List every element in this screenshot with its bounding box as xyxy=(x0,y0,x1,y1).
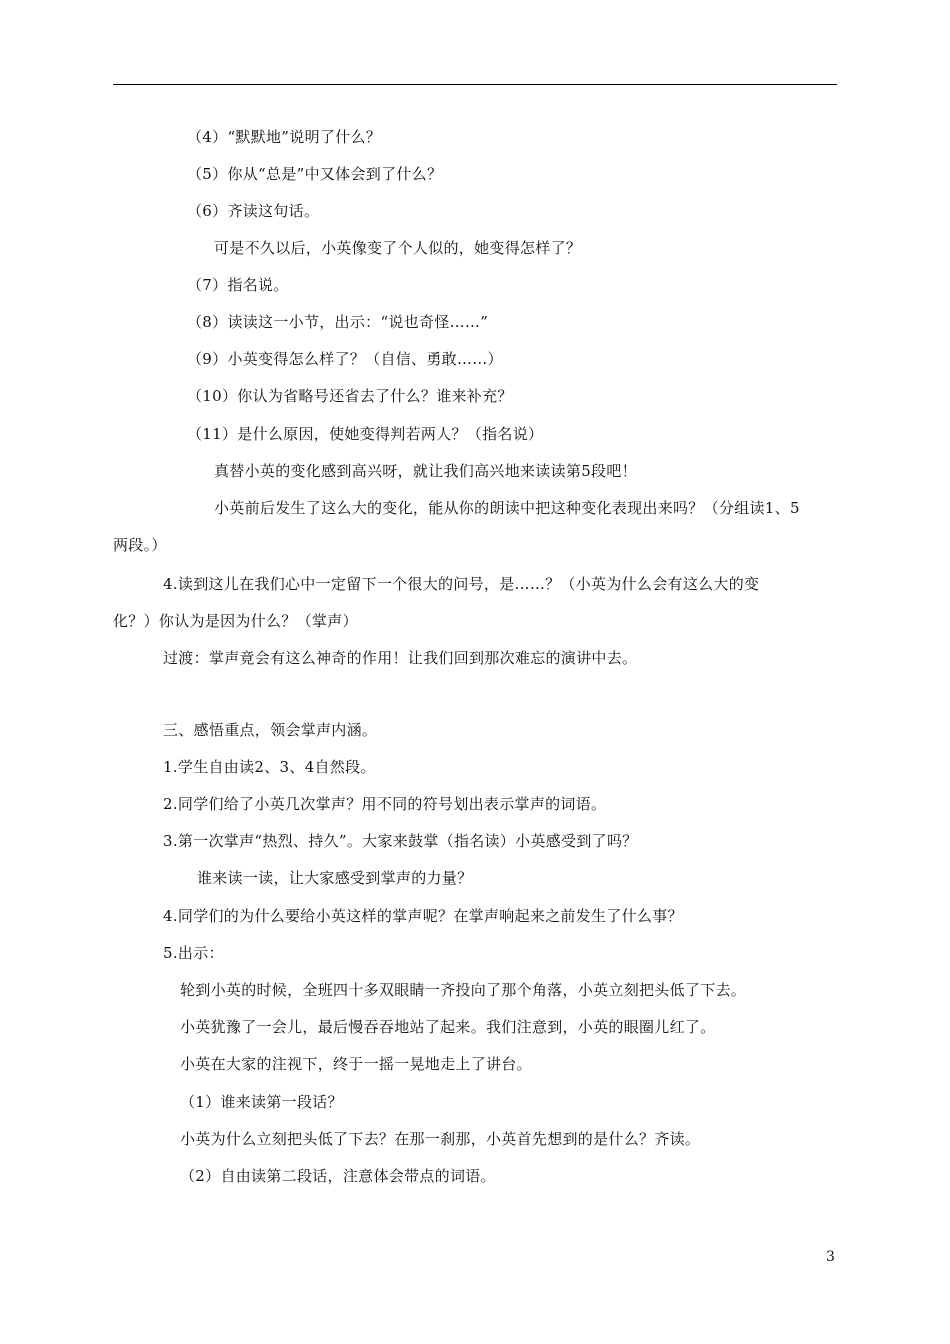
text-line-12: 两段。） xyxy=(113,536,167,554)
text-line-17: 1.学生自由读2、3、4自然段。 xyxy=(163,758,376,776)
text-line-4: 可是不久以后，小英像变了个人似的，她变得怎样了？ xyxy=(214,239,582,257)
text-line-1: （4）“默默地”说明了什么？ xyxy=(187,128,382,146)
text-line-26: （1）谁来读第一段话？ xyxy=(180,1093,343,1111)
quote-line-1: 轮到小英的时候，全班四十多双眼睛一齐投向了那个角落，小英立刻把头低了下去。 xyxy=(180,981,747,999)
text-line-28: （2）自由读第二段话，注意体会带点的词语。 xyxy=(180,1167,496,1185)
text-line-20: 谁来读一读，让大家感受到掌声的力量？ xyxy=(197,869,473,887)
text-line-18: 2.同学们给了小英几次掌声？用不同的符号划出表示掌声的词语。 xyxy=(163,795,607,813)
text-line-8: （10）你认为省略号还省去了什么？谁来补充？ xyxy=(187,387,513,405)
text-line-5: （7）指名说。 xyxy=(187,276,289,294)
text-line-27: 小英为什么立刻把头低了下去？在那一刹那，小英首先想到的是什么？齐读。 xyxy=(180,1130,701,1148)
text-line-11: 小英前后发生了这么大的变化，能从你的朗读中把这种变化表现出来吗？（分组读1、5 xyxy=(214,499,800,517)
quote-line-2: 小英犹豫了一会儿，最后慢吞吞地站了起来。我们注意到，小英的眼圈儿红了。 xyxy=(180,1018,716,1036)
text-line-14: 化？）你认为是因为什么？（掌声） xyxy=(113,612,358,630)
text-line-3: （6）齐读这句话。 xyxy=(187,202,320,220)
page-number: 3 xyxy=(826,1249,835,1265)
text-line-7: （9）小英变得怎么样了？（自信、勇敢……） xyxy=(187,350,503,368)
text-line-22: 5.出示： xyxy=(163,944,224,962)
text-line-2: （5）你从“总是”中又体会到了什么？ xyxy=(187,165,443,183)
text-line-9: （11）是什么原因，使她变得判若两人？（指名说） xyxy=(187,425,544,443)
text-line-6: （8）读读这一小节，出示：“说也奇怪……” xyxy=(187,313,489,331)
text-line-21: 4.同学们的为什么要给小英这样的掌声呢？在掌声响起来之前发生了什么事？ xyxy=(163,907,683,925)
text-line-19: 3.第一次掌声“热烈、持久”。大家来鼓掌（指名读）小英感受到了吗？ xyxy=(163,832,638,850)
quote-line-3: 小英在大家的注视下，终于一摇一晃地走上了讲台。 xyxy=(180,1055,532,1073)
text-line-13: 4.读到这儿在我们心中一定留下一个很大的问号，是……？（小英为什么会有这么大的变 xyxy=(163,575,760,593)
header-rule xyxy=(113,84,837,85)
text-line-10: 真替小英的变化感到高兴呀，就让我们高兴地来读读第5段吧！ xyxy=(214,462,637,480)
section-heading: 三、感悟重点，领会掌声内涵。 xyxy=(163,721,378,739)
text-line-15: 过渡：掌声竟会有这么神奇的作用！让我们回到那次难忘的演讲中去。 xyxy=(163,649,638,667)
